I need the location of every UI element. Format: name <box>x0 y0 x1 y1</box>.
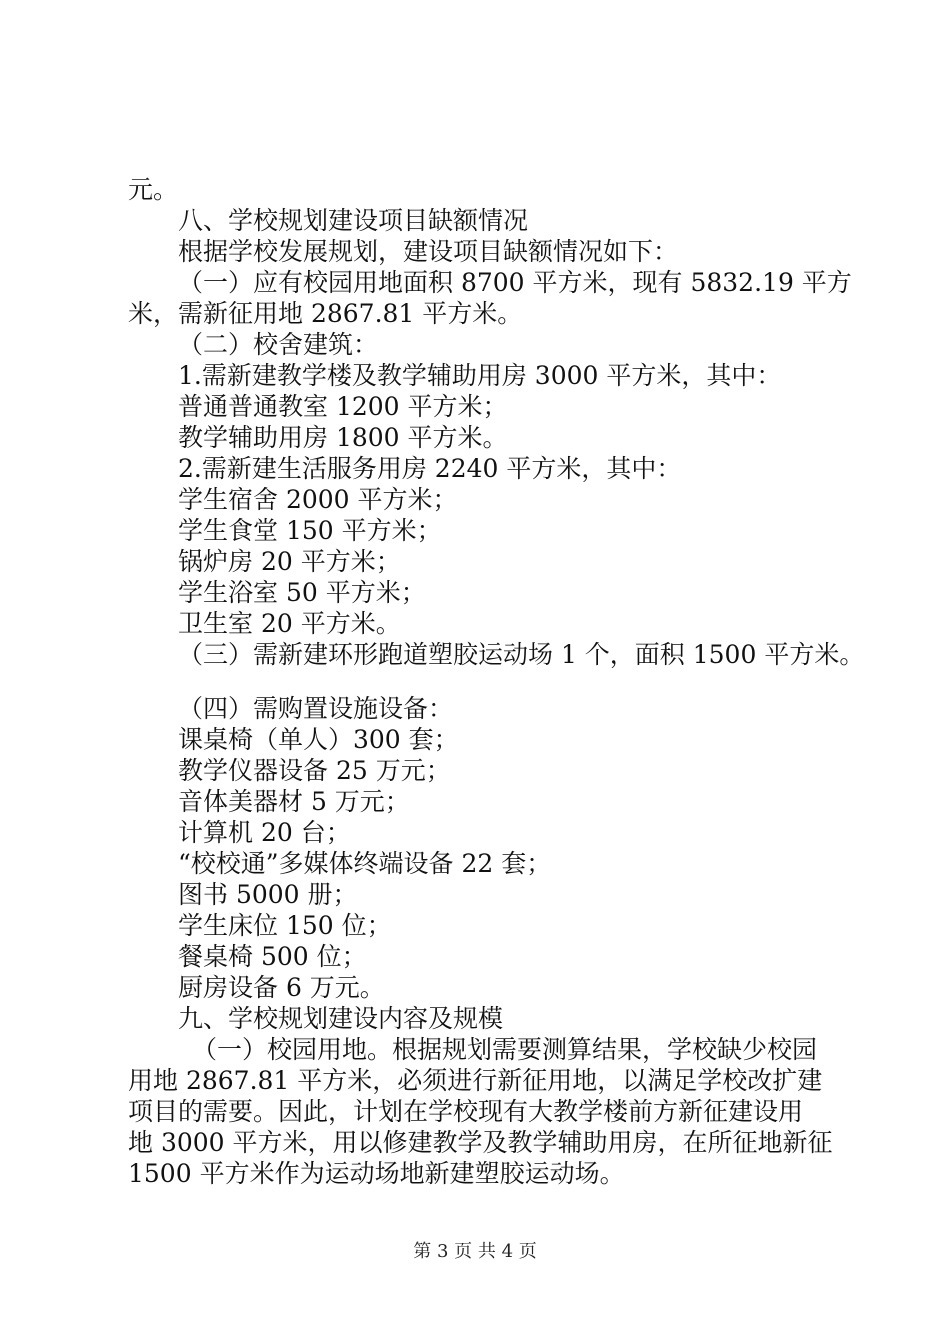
body-line: （一）应有校园用地面积 8700 平方米，现有 5832.19 平方 <box>178 268 852 297</box>
body-line: 用地 2867.81 平方米，必须进行新征用地，以满足学校改扩建 <box>128 1066 823 1095</box>
body-line: 锅炉房 20 平方米； <box>178 547 401 576</box>
body-line: 学生宿舍 2000 平方米； <box>178 485 458 514</box>
body-line: 根据学校发展规划，建设项目缺额情况如下： <box>178 237 679 266</box>
body-line: 餐桌椅 500 位； <box>178 942 367 971</box>
body-line: 1500 平方米作为运动场地新建塑胶运动场。 <box>128 1159 625 1188</box>
body-line: 教学仪器设备 25 万元； <box>178 756 451 785</box>
body-line: 厨房设备 6 万元。 <box>178 973 385 1002</box>
body-line: 2.需新建生活服务用房 2240 平方米，其中： <box>178 454 682 483</box>
body-line: 学生床位 150 位； <box>178 911 392 940</box>
body-line: （四）需购置设施设备： <box>178 694 454 723</box>
body-line: 卫生室 20 平方米。 <box>178 609 401 638</box>
section-heading: 九、学校规划建设内容及规模 <box>178 1004 504 1033</box>
page-footer: 第 3 页 共 4 页 <box>413 1241 537 1262</box>
body-line: 音体美器材 5 万元； <box>178 787 410 816</box>
body-line: 项目的需要。因此，计划在学校现有大教学楼前方新征建设用 <box>128 1097 804 1126</box>
body-line: 教学辅助用房 1800 平方米。 <box>178 423 508 452</box>
body-line: 米，需新征用地 2867.81 平方米。 <box>128 299 523 328</box>
body-line: 图书 5000 册； <box>178 880 358 909</box>
body-line: 学生食堂 150 平方米； <box>178 516 442 545</box>
body-line: “校校通”多媒体终端设备 22 套； <box>178 849 552 878</box>
body-line: （二）校舍建筑： <box>178 330 379 359</box>
body-line: 计算机 20 台； <box>178 818 351 847</box>
blank-line <box>128 670 848 693</box>
body-line: 元。 <box>128 175 179 204</box>
document-body <box>128 174 865 1189</box>
body-line: 课桌椅（单人）300 套； <box>178 725 459 754</box>
body-line: 普通普通教室 1200 平方米； <box>178 392 508 421</box>
body-line: 地 3000 平方米，用以修建教学及教学辅助用房，在所征地新征 <box>128 1128 833 1157</box>
section-heading: 八、学校规划建设项目缺额情况 <box>178 206 529 235</box>
body-line: 1.需新建教学楼及教学辅助用房 3000 平方米，其中： <box>178 361 782 390</box>
body-line: 学生浴室 50 平方米； <box>178 578 426 607</box>
body-line: （一）校园用地。根据规划需要测算结果，学校缺少校园 <box>192 1035 818 1064</box>
body-line: （三）需新建环形跑道塑胶运动场 1 个，面积 1500 平方米。 <box>178 640 865 669</box>
